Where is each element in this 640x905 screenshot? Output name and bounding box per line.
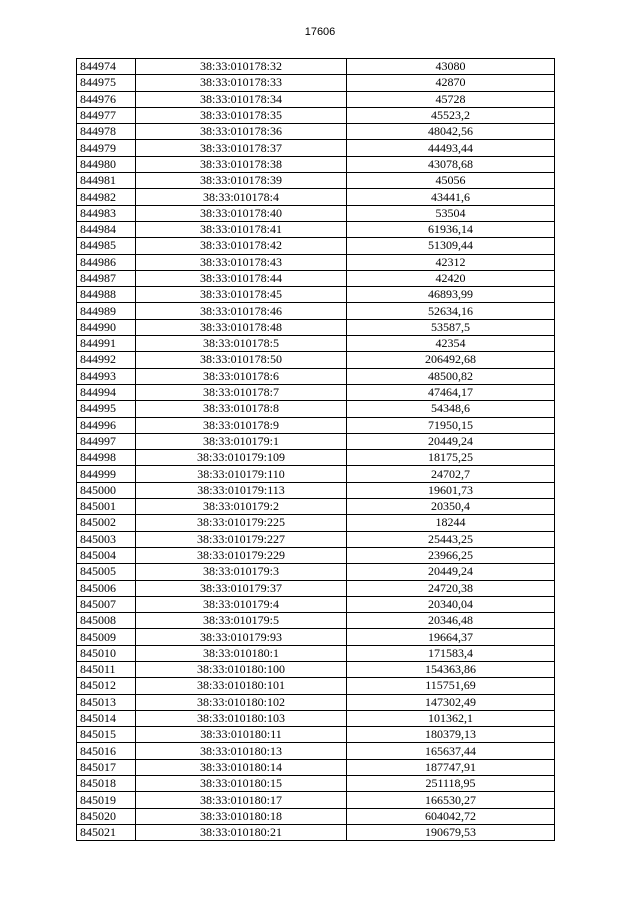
table-row [77,694,555,710]
cadastral-number-cell: 38:33:010179:2 [136,499,347,515]
cadastral-value-cell: 53587,5 [347,319,555,335]
cadastral-value-cell: 44493,44 [347,140,555,156]
cadastral-value-cell: 206492,68 [347,352,555,368]
cadastral-number-cell: 38:33:010178:42 [136,238,347,254]
cadastral-number-cell: 38:33:010180:13 [136,743,347,759]
cadastral-value-cell: 24720,38 [347,580,555,596]
cadastral-value-cell: 43078,68 [347,156,555,172]
table-row [77,450,555,466]
cadastral-number-cell: 38:33:010179:93 [136,629,347,645]
table-row [77,727,555,743]
cadastral-value-cell: 19601,73 [347,482,555,498]
row-number-cell: 845019 [77,792,136,808]
row-number-cell: 844986 [77,254,136,270]
cadastral-value-cell: 25443,25 [347,531,555,547]
cadastral-value-cell: 604042,72 [347,808,555,824]
cadastral-number-cell: 38:33:010180:11 [136,727,347,743]
cadastral-number-cell: 38:33:010180:1 [136,645,347,661]
cadastral-number-cell: 38:33:010180:102 [136,694,347,710]
cadastral-number-cell: 38:33:010178:8 [136,401,347,417]
table-row [77,254,555,270]
table-row [77,433,555,449]
cadastral-value-cell: 71950,15 [347,417,555,433]
cadastral-value-cell: 18175,25 [347,450,555,466]
table-row [77,596,555,612]
cadastral-value-cell: 180379,13 [347,727,555,743]
row-number-cell: 845002 [77,515,136,531]
cadastral-value-cell: 47464,17 [347,384,555,400]
cadastral-number-cell: 38:33:010179:225 [136,515,347,531]
row-number-cell: 844995 [77,401,136,417]
cadastral-number-cell: 38:33:010180:100 [136,661,347,677]
cadastral-number-cell: 38:33:010180:18 [136,808,347,824]
row-number-cell: 844977 [77,107,136,123]
cadastral-number-cell: 38:33:010178:32 [136,59,347,75]
row-number-cell: 845021 [77,824,136,840]
row-number-cell: 844998 [77,450,136,466]
row-number-cell: 845011 [77,661,136,677]
row-number-cell: 844976 [77,91,136,107]
row-number-cell: 845004 [77,547,136,563]
cadastral-number-cell: 38:33:010179:3 [136,564,347,580]
table-row [77,710,555,726]
row-number-cell: 845009 [77,629,136,645]
table-row [77,75,555,91]
cadastral-number-cell: 38:33:010180:14 [136,759,347,775]
table-row [77,808,555,824]
table-row [77,759,555,775]
cadastral-number-cell: 38:33:010178:45 [136,287,347,303]
cadastral-value-cell: 190679,53 [347,824,555,840]
table-row [77,205,555,221]
table-row [77,352,555,368]
cadastral-value-cell: 115751,69 [347,678,555,694]
table-row [77,531,555,547]
row-number-cell: 844989 [77,303,136,319]
table-row [77,384,555,400]
row-number-cell: 844981 [77,173,136,189]
table-row [77,482,555,498]
row-number-cell: 845012 [77,678,136,694]
row-number-cell: 844979 [77,140,136,156]
row-number-cell: 845010 [77,645,136,661]
table-row [77,124,555,140]
row-number-cell: 845007 [77,596,136,612]
cadastral-number-cell: 38:33:010178:41 [136,221,347,237]
cadastral-number-cell: 38:33:010179:1 [136,433,347,449]
cadastral-value-cell: 20350,4 [347,499,555,515]
table-row [77,156,555,172]
table-row [77,270,555,286]
table-row [77,59,555,75]
cadastral-number-cell: 38:33:010180:15 [136,776,347,792]
row-number-cell: 844987 [77,270,136,286]
row-number-cell: 845005 [77,564,136,580]
cadastral-number-cell: 38:33:010178:37 [136,140,347,156]
cadastral-value-cell: 61936,14 [347,221,555,237]
cadastral-value-cell: 43080 [347,59,555,75]
cadastral-number-cell: 38:33:010178:39 [136,173,347,189]
table-row [77,743,555,759]
cadastral-number-cell: 38:33:010179:4 [136,596,347,612]
cadastral-value-cell: 20449,24 [347,564,555,580]
cadastral-value-cell: 42420 [347,270,555,286]
cadastral-value-cell: 187747,91 [347,759,555,775]
table-row [77,287,555,303]
cadastral-value-cell: 165637,44 [347,743,555,759]
cadastral-number-cell: 38:33:010179:5 [136,613,347,629]
table-row [77,368,555,384]
cadastral-value-cell: 42312 [347,254,555,270]
cadastral-value-cell: 19664,37 [347,629,555,645]
row-number-cell: 844978 [77,124,136,140]
row-number-cell: 845013 [77,694,136,710]
cadastral-number-cell: 38:33:010180:17 [136,792,347,808]
row-number-cell: 845001 [77,499,136,515]
table-row [77,189,555,205]
table-row [77,547,555,563]
row-number-cell: 845016 [77,743,136,759]
row-number-cell: 844980 [77,156,136,172]
table-row [77,107,555,123]
row-number-cell: 844982 [77,189,136,205]
cadastral-value-cell: 23966,25 [347,547,555,563]
row-number-cell: 844993 [77,368,136,384]
page-number: 17606 [304,26,336,38]
table-body [77,59,555,841]
cadastral-value-cell: 18244 [347,515,555,531]
row-number-cell: 844974 [77,59,136,75]
cadastral-number-cell: 38:33:010178:46 [136,303,347,319]
row-number-cell: 845018 [77,776,136,792]
cadastral-number-cell: 38:33:010179:109 [136,450,347,466]
cadastral-number-cell: 38:33:010178:6 [136,368,347,384]
cadastral-number-cell: 38:33:010178:43 [136,254,347,270]
row-number-cell: 844992 [77,352,136,368]
cadastral-value-cell: 171583,4 [347,645,555,661]
table-row [77,91,555,107]
cadastral-value-cell: 147302,49 [347,694,555,710]
cadastral-value-cell: 42354 [347,336,555,352]
cadastral-number-cell: 38:33:010179:37 [136,580,347,596]
row-number-cell: 845014 [77,710,136,726]
table-row [77,466,555,482]
cadastral-value-cell: 45523,2 [347,107,555,123]
cadastral-number-cell: 38:33:010178:44 [136,270,347,286]
cadastral-number-cell: 38:33:010178:35 [136,107,347,123]
table-row [77,499,555,515]
cadastral-value-cell: 20340,04 [347,596,555,612]
table-row [77,221,555,237]
table-row [77,336,555,352]
cadastral-value-cell: 46893,99 [347,287,555,303]
cadastral-number-cell: 38:33:010178:7 [136,384,347,400]
row-number-cell: 845017 [77,759,136,775]
cadastral-value-cell: 43441,6 [347,189,555,205]
table-row [77,140,555,156]
cadastral-number-cell: 38:33:010180:101 [136,678,347,694]
cadastral-number-cell: 38:33:010179:227 [136,531,347,547]
cadastral-number-cell: 38:33:010180:21 [136,824,347,840]
table-row [77,173,555,189]
cadastral-value-cell: 48042,56 [347,124,555,140]
row-number-cell: 844975 [77,75,136,91]
cadastral-value-cell: 101362,1 [347,710,555,726]
row-number-cell: 845020 [77,808,136,824]
cadastral-value-cell: 42870 [347,75,555,91]
cadastral-value-cell: 45056 [347,173,555,189]
cadastral-number-cell: 38:33:010178:48 [136,319,347,335]
row-number-cell: 844990 [77,319,136,335]
cadastral-value-cell: 20346,48 [347,613,555,629]
cadastral-value-cell: 20449,24 [347,433,555,449]
row-number-cell: 844991 [77,336,136,352]
cadastral-value-cell: 45728 [347,91,555,107]
row-number-cell: 845015 [77,727,136,743]
cadastral-value-cell: 251118,95 [347,776,555,792]
cadastral-value-cell: 51309,44 [347,238,555,254]
table-row [77,319,555,335]
row-number-cell: 845008 [77,613,136,629]
cadastral-number-cell: 38:33:010178:40 [136,205,347,221]
cadastral-number-cell: 38:33:010179:113 [136,482,347,498]
cadastral-value-table [76,58,555,841]
cadastral-value-cell: 54348,6 [347,401,555,417]
cadastral-number-cell: 38:33:010179:110 [136,466,347,482]
table-row [77,645,555,661]
row-number-cell: 844983 [77,205,136,221]
table-row [77,776,555,792]
row-number-cell: 844996 [77,417,136,433]
row-number-cell: 845000 [77,482,136,498]
cadastral-number-cell: 38:33:010178:38 [136,156,347,172]
cadastral-value-cell: 53504 [347,205,555,221]
table-row [77,824,555,840]
cadastral-number-cell: 38:33:010180:103 [136,710,347,726]
table-row [77,792,555,808]
row-number-cell: 844994 [77,384,136,400]
table-row [77,417,555,433]
cadastral-number-cell: 38:33:010179:229 [136,547,347,563]
cadastral-value-cell: 24702,7 [347,466,555,482]
table-row [77,303,555,319]
row-number-cell: 844984 [77,221,136,237]
cadastral-number-cell: 38:33:010178:36 [136,124,347,140]
cadastral-value-cell: 52634,16 [347,303,555,319]
row-number-cell: 844999 [77,466,136,482]
cadastral-value-cell: 166530,27 [347,792,555,808]
cadastral-number-cell: 38:33:010178:4 [136,189,347,205]
table-row [77,401,555,417]
cadastral-number-cell: 38:33:010178:33 [136,75,347,91]
table-row [77,661,555,677]
row-number-cell: 845006 [77,580,136,596]
cadastral-number-cell: 38:33:010178:50 [136,352,347,368]
row-number-cell: 844997 [77,433,136,449]
cadastral-number-cell: 38:33:010178:9 [136,417,347,433]
table-row [77,629,555,645]
table-row [77,238,555,254]
row-number-cell: 845003 [77,531,136,547]
row-number-cell: 844985 [77,238,136,254]
cadastral-number-cell: 38:33:010178:34 [136,91,347,107]
cadastral-value-cell: 48500,82 [347,368,555,384]
table-row [77,613,555,629]
table-row [77,564,555,580]
table-row [77,580,555,596]
cadastral-number-cell: 38:33:010178:5 [136,336,347,352]
table-row [77,515,555,531]
row-number-cell: 844988 [77,287,136,303]
table-row [77,678,555,694]
cadastral-value-cell: 154363,86 [347,661,555,677]
